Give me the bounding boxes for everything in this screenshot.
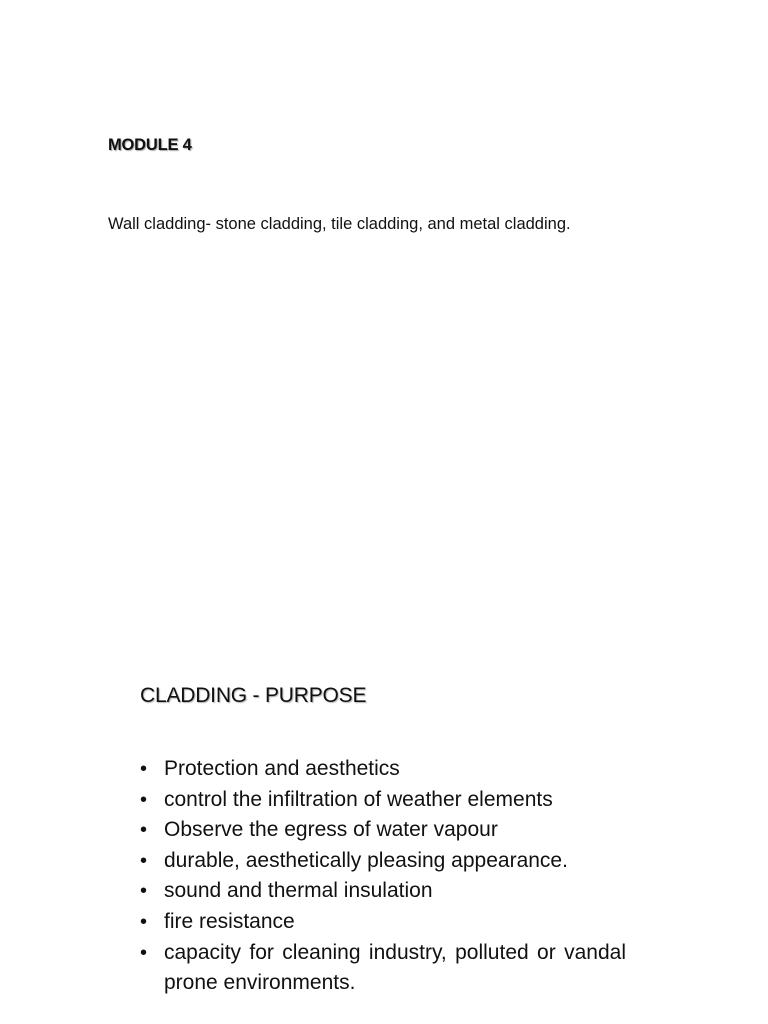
bullet-icon: • — [140, 819, 148, 842]
bullet-icon: • — [140, 880, 148, 903]
module-title: MODULE 4 — [108, 136, 192, 154]
purpose-title: CLADDING - PURPOSE — [140, 684, 367, 707]
list-item: • capacity for cleaning industry, polluted or vandal prone environments. — [140, 938, 626, 999]
list-item: • Observe the egress of water vapour — [140, 815, 626, 846]
bullet-icon: • — [140, 910, 148, 933]
bullet-icon: • — [140, 788, 148, 811]
list-item: • fire resistance — [140, 907, 626, 938]
purpose-list — [140, 754, 626, 999]
bullet-icon: • — [140, 849, 148, 872]
bullet-icon: • — [140, 941, 148, 964]
module-description: Wall cladding- stone cladding, tile cladding, and metal cladding. — [108, 215, 571, 233]
list-item: • control the infiltration of weather elements — [140, 785, 626, 816]
list-item: • sound and thermal insulation — [140, 876, 626, 907]
list-item: • durable, aesthetically pleasing appearance. — [140, 846, 626, 877]
slide-cladding-purpose — [0, 640, 768, 1024]
bullet-icon: • — [140, 758, 148, 780]
list-item: • Protection and aesthetics — [140, 754, 626, 785]
